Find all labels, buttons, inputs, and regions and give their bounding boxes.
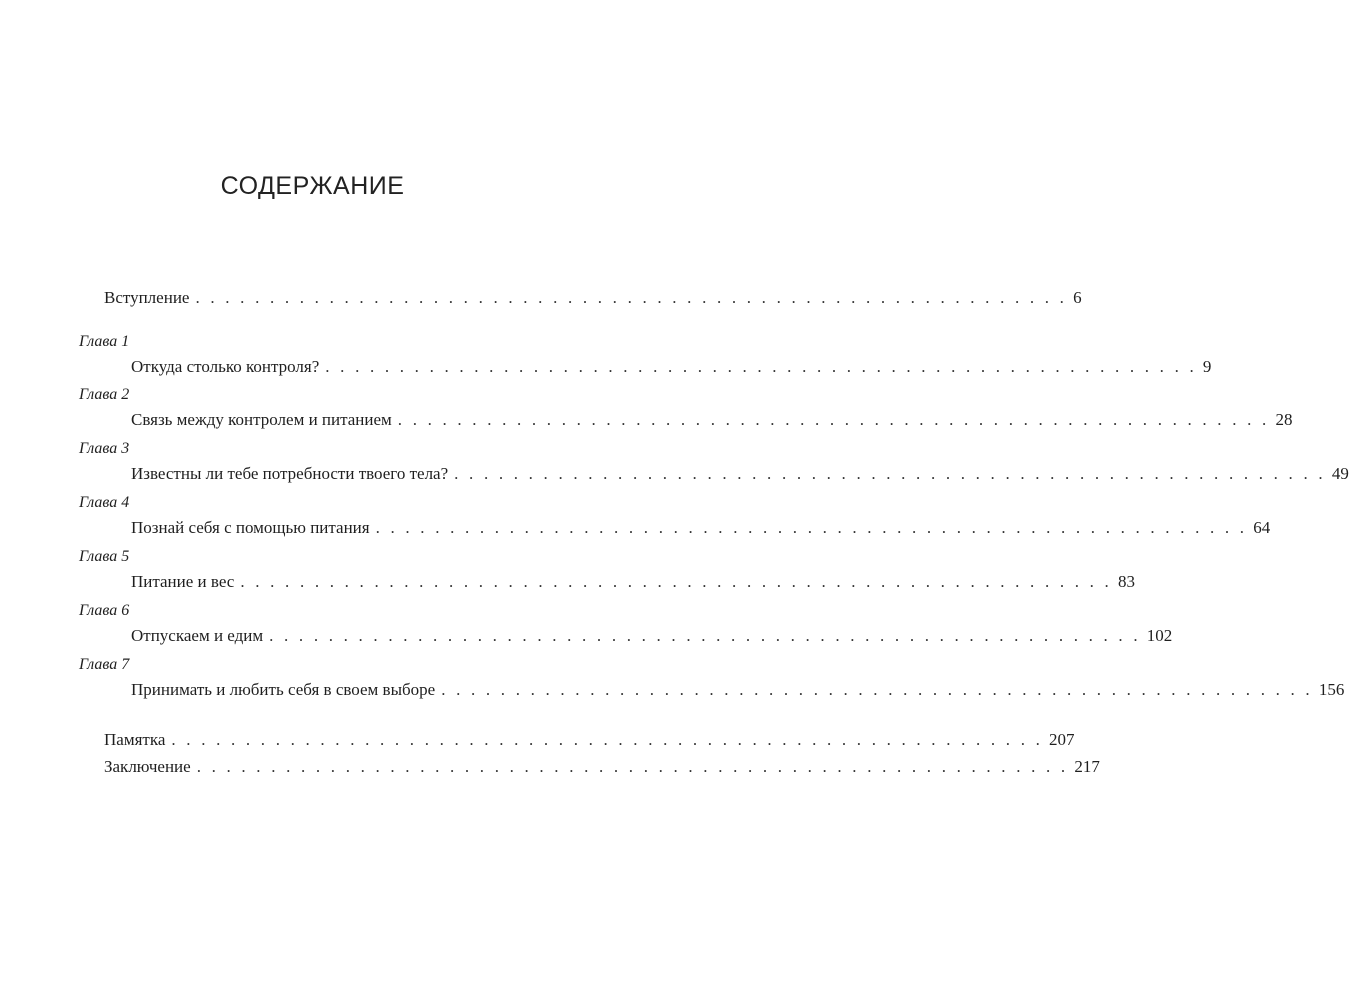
toc-entry-label: Памятка <box>104 730 166 749</box>
dot-leader: . . . . . . . . . . . . . . . . . . . . . . . . . . . . . . . . . . . . . . . . . . . . . . . . . . . . . . . . . . . <box>454 464 1326 483</box>
dot-leader: . . . . . . . . . . . . . . . . . . . . . . . . . . . . . . . . . . . . . . . . . . . . . . . . . . . . . . . . . . . <box>195 288 1068 307</box>
dot-leader: . . . . . . . . . . . . . . . . . . . . . . . . . . . . . . . . . . . . . . . . . . . . . . . . . . . . . . . . . . . <box>325 357 1197 376</box>
toc-entry-label: Известны ли тебе потребности твоего тела? <box>131 464 449 483</box>
toc-entry-label: Познай себя с помощью питания <box>131 518 370 537</box>
toc-page-number: 64 <box>1253 518 1271 537</box>
dot-leader: . . . . . . . . . . . . . . . . . . . . . . . . . . . . . . . . . . . . . . . . . . . . . . . . . . . . . . . . . . . <box>269 626 1141 645</box>
dot-leader: . . . . . . . . . . . . . . . . . . . . . . . . . . . . . . . . . . . . . . . . . . . . . . . . . . . . . . . . . . . <box>171 730 1044 749</box>
toc-entry-conclusion <box>104 757 1100 777</box>
toc-page-number: 207 <box>1049 730 1075 749</box>
toc-entry-chapter-5 <box>131 572 1135 592</box>
toc-page-number: 6 <box>1073 288 1082 307</box>
dot-leader: . . . . . . . . . . . . . . . . . . . . . . . . . . . . . . . . . . . . . . . . . . . . . . . . . . . . . . . . . . . <box>375 518 1248 537</box>
chapter-heading-2: Глава 2 <box>79 386 130 403</box>
toc-entry-label: Заключение <box>104 757 191 776</box>
toc-entry-label: Отпускаем и едим <box>131 626 264 645</box>
toc-entry-label: Питание и вес <box>131 572 235 591</box>
chapter-heading-1: Глава 1 <box>79 333 130 350</box>
toc-entry-label: Принимать и любить себя в своем выборе <box>131 680 436 699</box>
toc-entry-chapter-3 <box>131 464 1349 484</box>
toc-entry-label: Вступление <box>104 288 190 307</box>
toc-page-number: 9 <box>1202 357 1212 376</box>
chapter-heading-3: Глава 3 <box>79 440 130 457</box>
toc-entry-chapter-1 <box>131 357 1212 377</box>
toc-entry-memo <box>104 730 1075 750</box>
toc-page-number: 217 <box>1074 757 1100 776</box>
chapter-heading-5: Глава 5 <box>79 548 130 565</box>
toc-page-number: 49 <box>1331 464 1349 483</box>
toc-entry-chapter-4 <box>131 518 1271 538</box>
toc-entry-chapter-7 <box>131 680 1345 700</box>
dot-leader: . . . . . . . . . . . . . . . . . . . . . . . . . . . . . . . . . . . . . . . . . . . . . . . . . . . . . . . . . . . <box>240 572 1112 591</box>
toc-page-number: 83 <box>1118 572 1135 591</box>
toc-page-number: 28 <box>1275 410 1293 429</box>
toc-entry-label: Связь между контролем и питанием <box>131 410 392 429</box>
toc-page-number: 102 <box>1146 626 1173 645</box>
toc-page-number: 156 <box>1318 680 1345 699</box>
toc-entry-chapter-2 <box>131 410 1293 430</box>
dot-leader: . . . . . . . . . . . . . . . . . . . . . . . . . . . . . . . . . . . . . . . . . . . . . . . . . . . . . . . . . . . <box>196 757 1069 776</box>
chapter-heading-7: Глава 7 <box>79 656 130 673</box>
toc-entry-label: Откуда столько контроля? <box>131 357 320 376</box>
dot-leader: . . . . . . . . . . . . . . . . . . . . . . . . . . . . . . . . . . . . . . . . . . . . . . . . . . . . . . . . . . . <box>397 410 1270 429</box>
chapter-heading-6: Глава 6 <box>79 602 130 619</box>
dot-leader: . . . . . . . . . . . . . . . . . . . . . . . . . . . . . . . . . . . . . . . . . . . . . . . . . . . . . . . . . . . <box>441 680 1313 699</box>
toc-entry-intro <box>104 288 1082 308</box>
toc-entry-chapter-6 <box>131 626 1173 646</box>
page-title: СОДЕРЖАНИЕ <box>220 172 405 200</box>
chapter-heading-4: Глава 4 <box>79 494 130 511</box>
